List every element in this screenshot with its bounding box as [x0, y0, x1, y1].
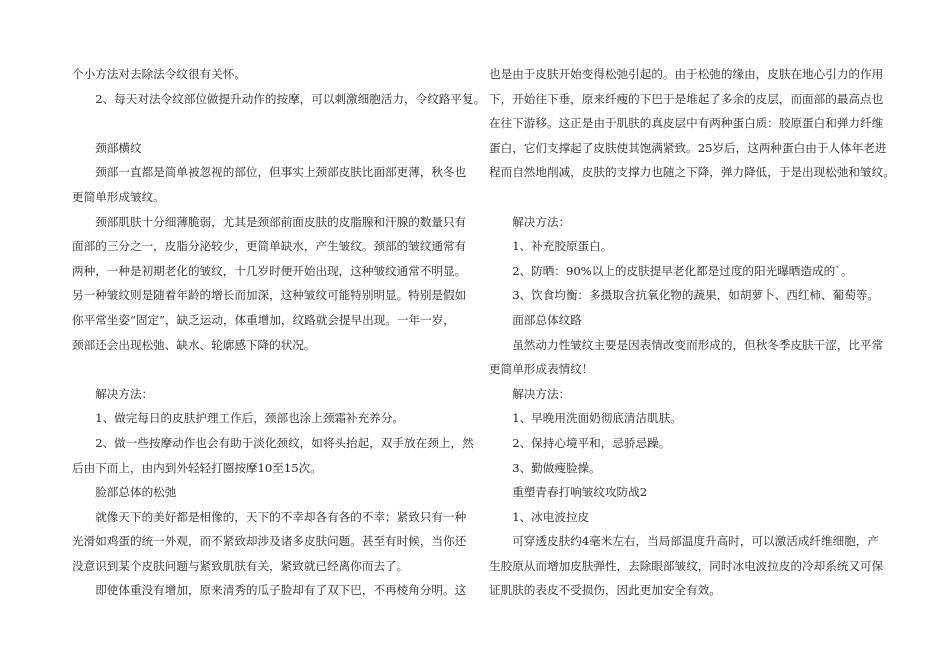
- text-line: 就像天下的美好都是相像的，天下的不幸却各有各的不幸；紧致只有一种: [72, 509, 467, 524]
- text-line: 也是由于皮肤开始变得松弛引起的。由于松弛的缘由，皮肤在地心引力的作用: [489, 67, 884, 81]
- text-line: 颈部肌肤十分细薄脆弱，尤其是颈部前面皮肤的皮脂腺和汗腺的数量只有: [72, 214, 467, 229]
- text-line: 重塑青春打响皱纹攻防战2: [489, 485, 648, 500]
- text-line: 脸部总体的松弛: [72, 485, 177, 500]
- text-line: 更简单形成皱纹。: [72, 189, 165, 204]
- text-line: 3、勤做瘦脸操。: [489, 460, 601, 475]
- text-line: 面部的三分之一，皮脂分泌较少，更简单缺水，产生皱纹。颈部的皱纹通常有: [72, 239, 467, 254]
- text-line: 解决方法：: [72, 386, 154, 401]
- blank-line: [72, 357, 464, 382]
- text-line: 下，开始往下垂，原来纤瘦的下巴于是堆起了多余的皮层，而面部的最高点也: [489, 91, 884, 106]
- text-line: 另一种皱纹则是随着年龄的增长而加深，这种皱纹可能特别明显。特别是假如: [72, 288, 467, 303]
- text-line: 2、做一些按摩动作也会有助于淡化颈纹，如将头抬起，双手放在颈上，然: [72, 435, 474, 450]
- text-line: 在往下游移。这正是由于肌肤的真皮层中有两种蛋白质：胶原蛋白和弹力纤维: [489, 116, 884, 131]
- text-line: 程而自然地削减，皮肤的支撑力也随之下降，弹力降低，于是出现松弛和皱纹。: [489, 165, 895, 180]
- text-line: 解决方法：: [489, 386, 571, 401]
- text-line: 1、冰电波拉皮: [489, 509, 590, 524]
- text-line: 1、做完每日的皮肤护理工作后，颈部也涂上颈霜补充养分。: [72, 411, 405, 426]
- text-line: 证肌肤的表皮不受损伤，因此更加安全有效。: [489, 583, 721, 598]
- text-line: 2、保持心境平和，忌骄忌躁。: [489, 435, 671, 450]
- text-line: 即使体重没有增加，原来清秀的瓜子脸却有了双下巴，不再棱角分明。这: [72, 583, 467, 598]
- text-line: 你平常坐姿“固定”，缺乏运动，体重增加，纹路就会提早出现。一年一岁，: [72, 312, 455, 327]
- text-line: 生胶原从而增加皮肤弹性，去除眼部皱纹，同时冰电波拉皮的冷却系统又可保: [489, 558, 884, 573]
- text-line: 2、防晒：90%以上的皮肤提早老化都是过度的阳光曝晒造成的`。: [489, 263, 853, 278]
- text-line: 后由下而上，由内到外轻轻打圈按摩10至15次。: [72, 460, 322, 475]
- text-line: 蛋白，它们支撑起了皮肤使其饱满紧致。25岁后，这两种蛋白由于人体年老进: [489, 140, 887, 155]
- blank-line: [72, 111, 464, 136]
- text-line: 更简单形成表情纹！: [489, 362, 594, 377]
- text-line: 1、补充胶原蛋白。: [489, 239, 613, 254]
- text-line: 颈部还会出现松弛、缺水、轮廓感下降的状况。: [72, 337, 316, 352]
- text-line: 可穿透皮肤约4毫米左右，当局部温度升高时，可以激活成纤维细胞，产: [489, 534, 879, 549]
- left-text-column: [72, 62, 486, 603]
- text-line: 1、早晚用洗面奶彻底清洁肌肤。: [489, 411, 682, 426]
- text-line: 个小方法对去除法令纹很有关怀。: [72, 67, 246, 81]
- text-line: 虽然动力性皱纹主要是因表情改变而形成的，但秋冬季皮肤干涩，比平常: [489, 337, 884, 352]
- text-line: 颈部横纹: [72, 140, 142, 155]
- blank-line: [489, 185, 881, 210]
- text-line: 3、饮食均衡：多摄取含抗氧化物的蔬果，如胡萝卜、西红柿、葡萄等。: [489, 288, 879, 303]
- text-line: 两种，一种是初期老化的皱纹，十几岁时便开始出现，这种皱纹通常不明显。: [72, 263, 467, 278]
- text-line: 颈部一直都是简单被忽视的部位，但事实上颈部皮肤比面部更薄，秋冬也: [72, 165, 467, 180]
- text-line: 面部总体纹路: [489, 312, 582, 327]
- text-line: 解决方法：: [489, 214, 571, 229]
- text-line: 光滑如鸡蛋的统一外观，而不紧致却涉及诸多皮肤问题。甚至有时候，当你还: [72, 534, 467, 549]
- right-text-column: [489, 62, 895, 603]
- text-line: 没意识到某个皮肤问题与紧致肌肤有关，紧致就已经离你而去了。: [72, 558, 409, 573]
- text-line: 2、每天对法令纹部位做提升动作的按摩，可以刺激细胞活力，令纹路平复。: [72, 91, 486, 106]
